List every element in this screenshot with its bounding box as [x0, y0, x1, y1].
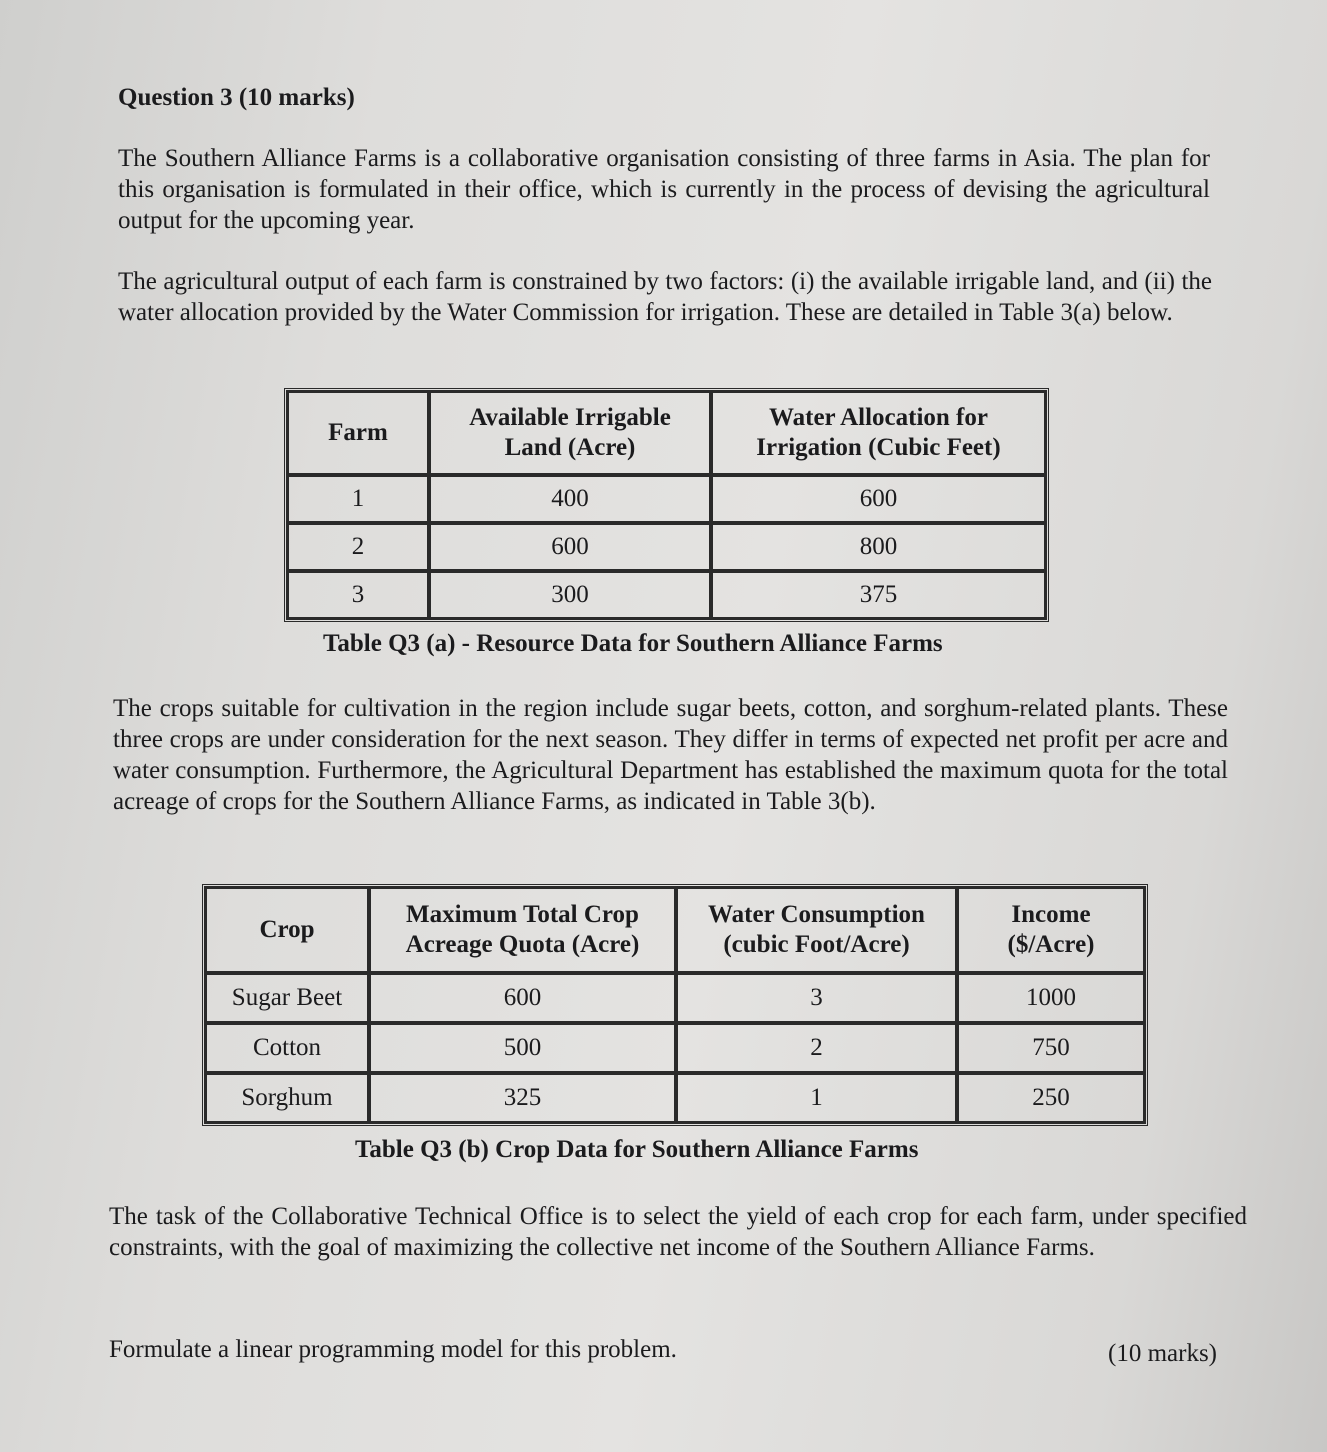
cell-water: 600 — [711, 475, 1046, 523]
header-irrigable-land-line1: Available Irrigable — [469, 404, 671, 431]
cell-quota: 325 — [369, 1073, 676, 1123]
cell-water: 375 — [711, 571, 1046, 619]
cell-water-consumption: 3 — [676, 973, 957, 1023]
constraints-paragraph: The agricultural output of each farm is constrained by two factors: (i) the available irrigable land, and (ii) the water allocation provided by the Water Commission for irrigation. These are detailed in Table 3(a) below. — [118, 268, 1212, 326]
header-income — [957, 887, 1145, 973]
cell-water-consumption: 1 — [676, 1073, 957, 1123]
instruction-text: Formulate a linear programming model for this problem. — [109, 1336, 677, 1363]
table-row — [287, 523, 1046, 571]
cell-farm: 2 — [287, 523, 429, 571]
intro-paragraph: The Southern Alliance Farms is a collaborative organisation consisting of three farms in Asia. The plan for this organisation is formulated in their office, which is currently in the process of devising the agricultural output for the upcoming year. — [118, 145, 1210, 234]
header-irrigable-land — [429, 391, 711, 475]
cell-farm: 3 — [287, 571, 429, 619]
resource-data-table — [284, 388, 1049, 622]
cell-income: 250 — [957, 1073, 1145, 1123]
header-irrigable-land-line2: Land (Acre) — [504, 434, 636, 461]
cell-quota: 600 — [369, 973, 676, 1023]
marks-label: (10 marks) — [1108, 1340, 1217, 1367]
header-water-consumption-line2: (cubic Foot/Acre) — [723, 931, 910, 958]
cell-income: 1000 — [957, 973, 1145, 1023]
cell-crop: Sorghum — [205, 1073, 369, 1123]
header-acreage-quota-line2: Acreage Quota (Acre) — [405, 931, 640, 958]
header-acreage-quota-line1: Maximum Total Crop — [406, 901, 639, 928]
table-row — [205, 1023, 1145, 1073]
table-row — [287, 571, 1046, 619]
table-row — [287, 475, 1046, 523]
table-row — [205, 973, 1145, 1023]
header-water-allocation-line2: Irrigation (Cubic Feet) — [756, 434, 1001, 461]
cell-farm: 1 — [287, 475, 429, 523]
table-header-row — [287, 391, 1046, 475]
header-income-line2: ($/Acre) — [1007, 931, 1095, 958]
cell-water: 800 — [711, 523, 1046, 571]
question-heading: Question 3 (10 marks) — [118, 84, 355, 111]
crop-data-table — [202, 884, 1148, 1126]
cell-crop: Sugar Beet — [205, 973, 369, 1023]
crops-paragraph: The crops suitable for cultivation in the region include sugar beets, cotton, and sorghum-related plants. These three crops are under consideration for the next season. They differ in terms of expected net profit per acre and water consumption. Furthermore, the Agricultural Department has established the maximum quota for the total acreage of crops for the Southern Alliance Farms, as indicated in Table 3(b). — [113, 695, 1228, 815]
table-a-caption: Table Q3 (a) - Resource Data for Southern Alliance Farms — [323, 630, 943, 657]
header-water-allocation — [711, 391, 1046, 475]
header-crop: Crop — [205, 887, 369, 973]
cell-quota: 500 — [369, 1023, 676, 1073]
header-income-line1: Income — [1011, 901, 1091, 928]
cell-crop: Cotton — [205, 1023, 369, 1073]
cell-income: 750 — [957, 1023, 1145, 1073]
header-farm: Farm — [287, 391, 429, 475]
cell-land: 400 — [429, 475, 711, 523]
table-header-row — [205, 887, 1145, 973]
header-water-consumption — [676, 887, 957, 973]
header-acreage-quota — [369, 887, 676, 973]
cell-land: 300 — [429, 571, 711, 619]
task-paragraph: The task of the Collaborative Technical Office is to select the yield of each crop for each farm, under specified constraints, with the goal of maximizing the collective net income of the Southern Alliance Farms. — [109, 1203, 1247, 1261]
table-b-caption: Table Q3 (b) Crop Data for Southern Alliance Farms — [355, 1136, 919, 1163]
cell-water-consumption: 2 — [676, 1023, 957, 1073]
header-water-consumption-line1: Water Consumption — [708, 901, 925, 928]
header-water-allocation-line1: Water Allocation for — [769, 404, 988, 431]
table-row — [205, 1073, 1145, 1123]
cell-land: 600 — [429, 523, 711, 571]
